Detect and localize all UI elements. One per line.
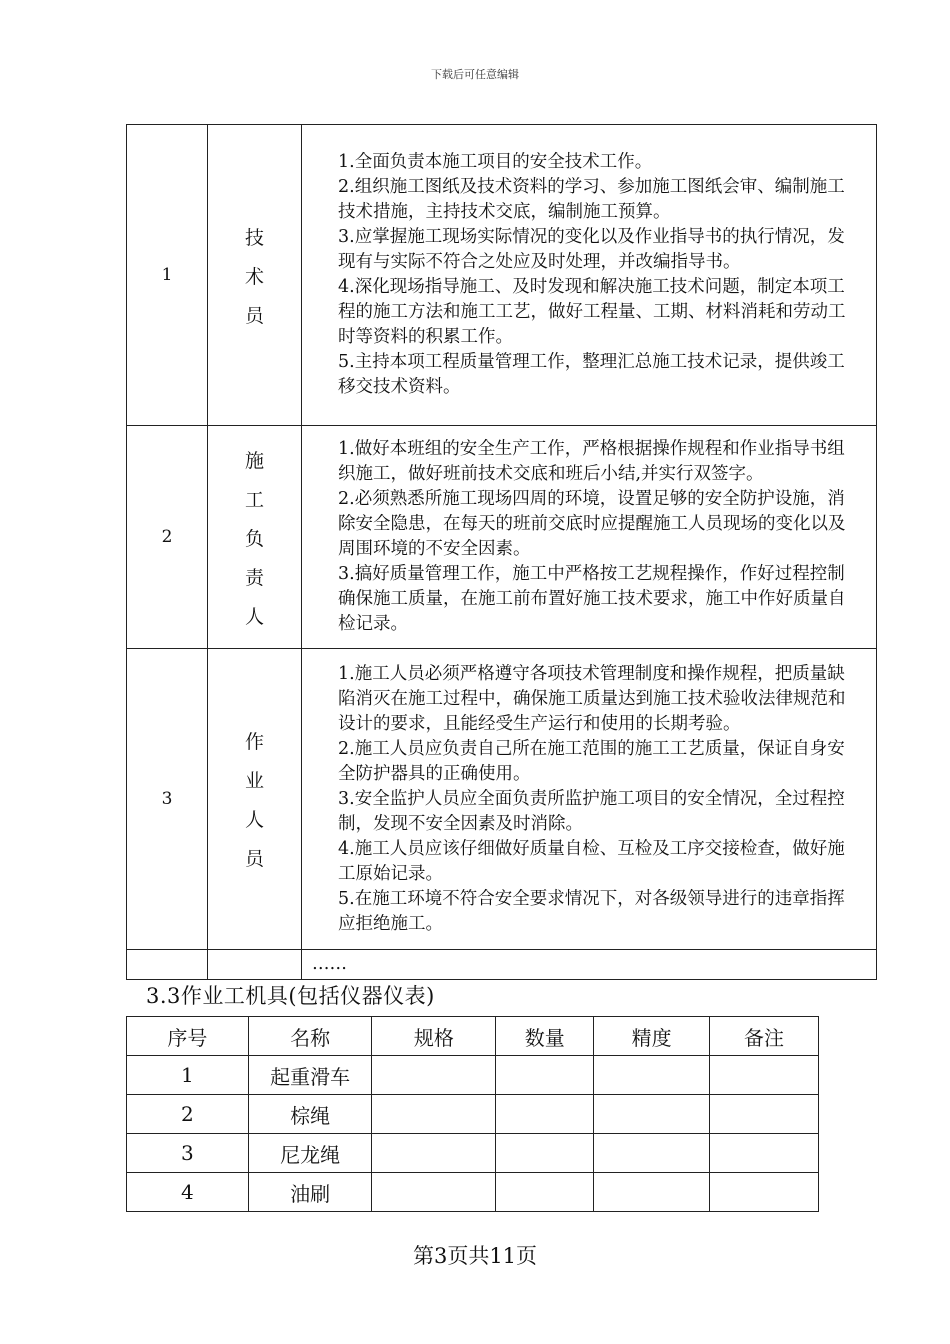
responsibility-item: 2.组织施工图纸及技术资料的学习、参加施工图纸会审、编制施工技术措施，主持技术交底，编制施工预算。 — [338, 177, 845, 222]
tools-cell — [710, 1134, 819, 1173]
role-character: 责 — [244, 566, 264, 589]
duty-table — [126, 124, 877, 980]
duty-row-continuation — [127, 950, 877, 980]
tools-cell — [710, 1095, 819, 1134]
duty-row-number: 2 — [127, 426, 208, 649]
responsibility-item: 4.深化现场指导施工、及时发现和解决施工技术问题，制定本项工程的施工方法和施工工艺，做好工程量、工期、材料消耗和劳动工时等资料的积累工作。 — [338, 277, 846, 347]
duty-row-role — [208, 649, 302, 950]
tools-header-cell: 规格 — [372, 1017, 496, 1056]
tools-row — [127, 1095, 819, 1134]
duty-row-number: 1 — [127, 125, 208, 426]
tools-cell — [710, 1056, 819, 1095]
tools-cell — [594, 1056, 710, 1095]
empty-cell — [208, 950, 302, 980]
role-character: 作 — [244, 731, 264, 753]
duty-row-role — [208, 426, 302, 649]
tools-cell — [372, 1095, 496, 1134]
tools-header-cell: 精度 — [594, 1017, 710, 1056]
responsibility-item: 5.主持本项工程质量管理工作，整理汇总施工技术记录，提供竣工移交技术资料。 — [338, 352, 845, 397]
tools-cell: 4 — [127, 1173, 249, 1212]
role-character: 负 — [244, 527, 264, 550]
duty-row-number: 3 — [127, 649, 208, 950]
tools-cell — [372, 1173, 496, 1212]
tools-cell — [496, 1095, 594, 1134]
duty-row-responsibilities — [302, 125, 877, 426]
tools-cell: 1 — [127, 1056, 249, 1095]
tools-cell — [594, 1095, 710, 1134]
role-character: 员 — [244, 848, 264, 870]
duty-row-responsibilities — [302, 426, 877, 649]
responsibility-item: 3.安全监护人员应全面负责所监护施工项目的安全情况，全过程控制，发现不安全因素及时消除。 — [338, 788, 845, 834]
page-footer: 第3页共11页 — [412, 1244, 538, 1268]
section-heading: 3.3作业工机具(包括仪器仪表) — [146, 984, 435, 1008]
role-character: 员 — [244, 304, 264, 327]
tools-cell — [710, 1173, 819, 1212]
tools-cell — [496, 1056, 594, 1095]
tools-header-cell: 备注 — [710, 1017, 819, 1056]
tools-cell — [372, 1056, 496, 1095]
tools-header-cell: 序号 — [127, 1017, 249, 1056]
tools-header-cell: 数量 — [496, 1017, 594, 1056]
tools-header-cell: 名称 — [248, 1017, 372, 1056]
tools-cell: 起重滑车 — [248, 1056, 372, 1095]
tools-row — [127, 1173, 819, 1212]
tools-cell — [496, 1134, 594, 1173]
responsibility-item: 3.应掌握施工现场实际情况的变化以及作业指导书的执行情况，发现有与实际不符合之处应及时处理，并改编指导书。 — [338, 227, 845, 272]
role-character: 工 — [244, 488, 264, 511]
empty-cell — [127, 950, 208, 980]
ellipsis: …… — [302, 950, 877, 980]
duty-row-role — [208, 125, 302, 426]
header-note: 下载后可任意编辑 — [431, 68, 519, 81]
responsibility-item: 2.必须熟悉所施工现场四周的环境，设置足够的安全防护设施，消除安全隐患，在每天的班前交底时应提醒施工人员现场的变化以及周围环境的不安全因素。 — [338, 489, 846, 559]
duty-row — [127, 649, 877, 950]
tools-cell — [594, 1173, 710, 1212]
tools-cell: 3 — [127, 1134, 249, 1173]
role-character: 施 — [244, 449, 264, 472]
tools-table — [126, 1016, 819, 1212]
responsibility-item: 1.做好本班组的安全生产工作，严格根据操作规程和作业指导书组织施工，做好班前技术交底和班后小结,并实行双签字。 — [338, 439, 845, 484]
role-character: 业 — [244, 770, 264, 792]
responsibility-item: 4.施工人员应该仔细做好质量自检、互检及工序交接检查，做好施工原始记录。 — [338, 838, 845, 884]
responsibility-item: 1.全面负责本施工项目的安全技术工作。 — [338, 152, 653, 172]
duty-row — [127, 125, 877, 426]
responsibility-item: 1.施工人员必须严格遵守各项技术管理制度和操作规程，把质量缺陷消灭在施工过程中，确保施工质量达到施工技术验收法律规范和设计的要求，且能经受生产运行和使用的长期考验。 — [338, 663, 846, 734]
responsibility-item: 2.施工人员应负责自己所在施工范围的施工工艺质量，保证自身安全防护器具的正确使用。 — [338, 738, 845, 784]
responsibility-item: 5.在施工环境不符合安全要求情况下，对各级领导进行的违章指挥应拒绝施工。 — [338, 888, 845, 934]
tools-row — [127, 1056, 819, 1095]
role-character: 术 — [244, 265, 264, 288]
tools-row — [127, 1134, 819, 1173]
tools-cell — [372, 1134, 496, 1173]
tools-cell: 2 — [127, 1095, 249, 1134]
tools-header-row — [127, 1017, 819, 1056]
responsibility-item: 3.搞好质量管理工作，施工中严格按工艺规程操作，作好过程控制确保施工质量，在施工前布置好施工技术要求，施工中作好质量自检记录。 — [338, 564, 846, 634]
role-character: 人 — [244, 809, 264, 831]
duty-row-responsibilities — [302, 649, 877, 950]
tools-cell — [496, 1173, 594, 1212]
duty-row — [127, 426, 877, 649]
tools-cell: 油刷 — [248, 1173, 372, 1212]
role-character: 人 — [244, 605, 264, 628]
tools-cell — [594, 1134, 710, 1173]
role-character: 技 — [244, 226, 264, 249]
tools-cell: 棕绳 — [248, 1095, 372, 1134]
tools-cell: 尼龙绳 — [248, 1134, 372, 1173]
